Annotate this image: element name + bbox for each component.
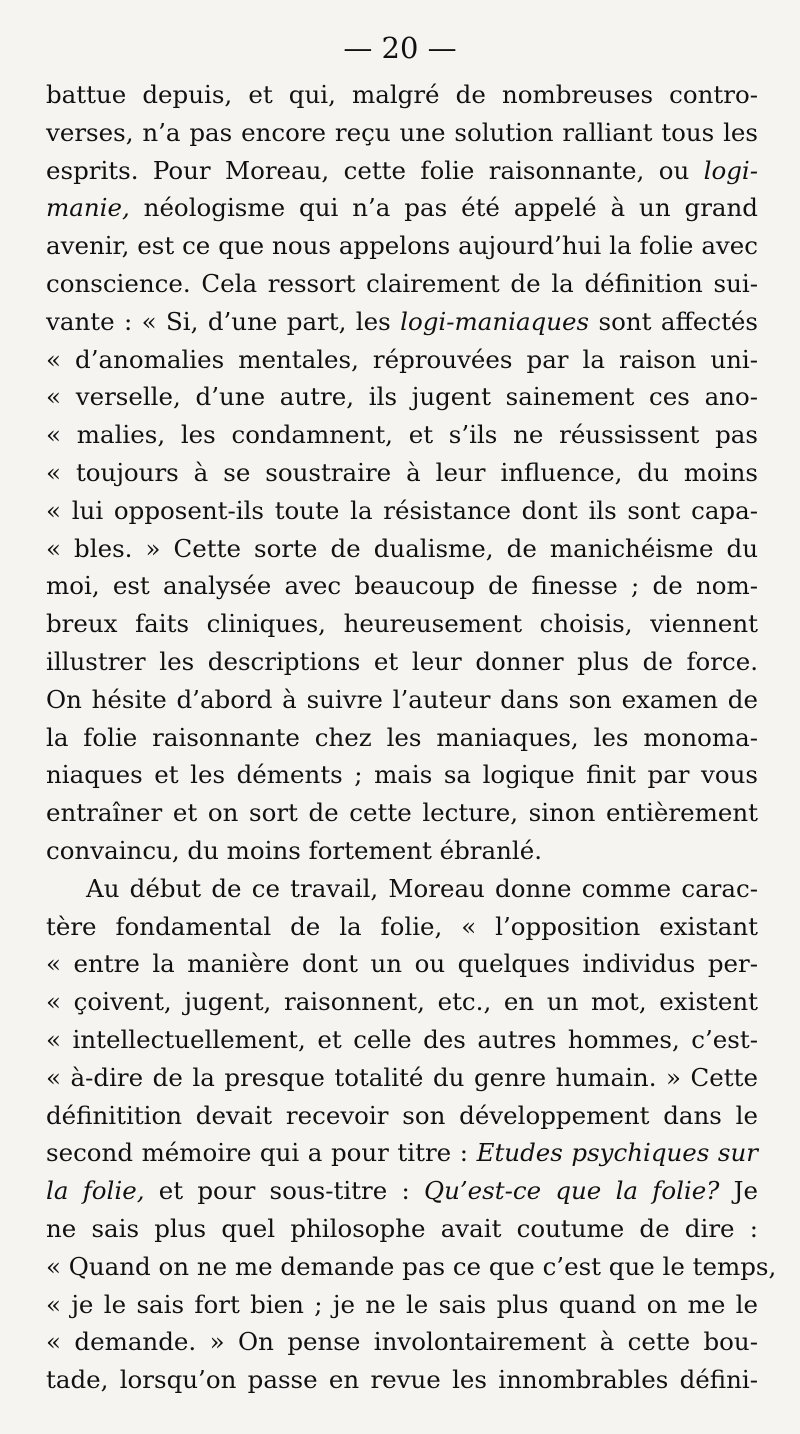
text-line: « Quand on ne me demande pas ce que c’est que le temps, bbox=[46, 1251, 777, 1281]
text-line: « d’anomalies mentales, réprouvées par la raison uni- bbox=[46, 344, 758, 374]
body-text bbox=[46, 76, 777, 1399]
text-line: la folie, et pour sous-titre : Qu’est-ce que la folie? Je bbox=[46, 1176, 758, 1206]
text-line: « à-dire de la presque totalité du genre humain. » Cette bbox=[46, 1062, 758, 1092]
text-line: conscience. Cela ressort clairement de la définition sui- bbox=[46, 268, 758, 298]
text-line: entraîner et on sort de cette lecture, sinon entièrement bbox=[46, 798, 758, 828]
text-line: « je le sais fort bien ; je ne le sais plus quand on me le bbox=[46, 1289, 758, 1319]
text-line: « toujours à se soustraire à leur influence, du moins bbox=[46, 457, 758, 487]
paragraph-end-line: convaincu, du moins fortement ébranlé. bbox=[46, 835, 543, 865]
text-line: esprits. Pour Moreau, cette folie raisonnante, ou logi- bbox=[46, 155, 758, 185]
text-line: définitition devait recevoir son développement dans le bbox=[46, 1100, 758, 1130]
text-line: verses, n’a pas encore reçu une solution ralliant tous les bbox=[46, 117, 758, 147]
text-line: la folie raisonnante chez les maniaques, les monoma- bbox=[46, 722, 758, 752]
page-number: — 20 — bbox=[343, 31, 457, 65]
text-line: « lui opposent-ils toute la résistance dont ils sont capa- bbox=[46, 495, 758, 525]
text-line: ne sais plus quel philosophe avait coutume de dire : bbox=[46, 1213, 758, 1243]
text-line: tade, lorsqu’on passe en revue les innombrables défini- bbox=[46, 1365, 758, 1395]
text-line: second mémoire qui a pour titre : Etudes psychiques sur bbox=[46, 1138, 758, 1168]
text-line: breux faits cliniques, heureusement choisis, viennent bbox=[46, 609, 758, 639]
text-line: On hésite d’abord à suivre l’auteur dans son examen de bbox=[46, 684, 758, 714]
text-line: « entre la manière dont un ou quelques individus per- bbox=[46, 949, 758, 979]
text-line: « malies, les condamnent, et s’ils ne réussissent pas bbox=[46, 420, 758, 450]
text-line: « çoivent, jugent, raisonnent, etc., en un mot, existent bbox=[46, 987, 758, 1017]
text-line: niaques et les déments ; mais sa logique finit par vous bbox=[46, 760, 758, 790]
text-line: tère fondamental de la folie, « l’opposition existant bbox=[46, 911, 758, 941]
text-line: avenir, est ce que nous appelons aujourd’hui la folie avec bbox=[46, 231, 758, 261]
text-line: « bles. » Cette sorte de dualisme, de manichéisme du bbox=[46, 533, 758, 563]
text-line: vante : « Si, d’une part, les logi-maniaques sont affectés bbox=[46, 306, 758, 336]
text-line: battue depuis, et qui, malgré de nombreuses contro- bbox=[46, 80, 758, 109]
text-line: illustrer les descriptions et leur donner plus de force. bbox=[46, 646, 758, 676]
paragraph-start-line: Au début de ce travail, Moreau donne comme carac- bbox=[86, 873, 758, 903]
text-line: manie, néologisme qui n’a pas été appelé à un grand bbox=[46, 193, 758, 223]
text-line: « verselle, d’une autre, ils jugent sainement ces ano- bbox=[46, 382, 758, 412]
text-line: moi, est analysée avec beaucoup de finesse ; de nom- bbox=[46, 571, 758, 601]
text-line: « demande. » On pense involontairement à cette bou- bbox=[46, 1327, 758, 1357]
text-line: « intellectuellement, et celle des autres hommes, c’est- bbox=[46, 1024, 758, 1054]
